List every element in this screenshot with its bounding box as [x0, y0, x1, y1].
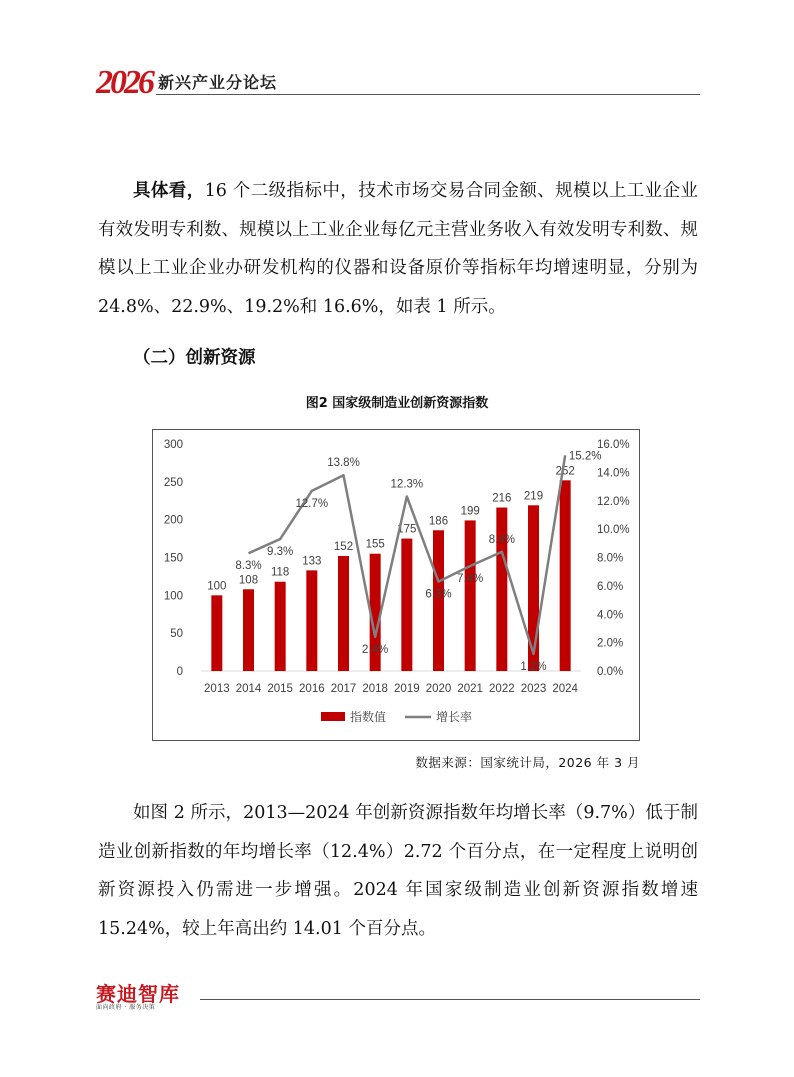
y-right-tick-label: 2.0%	[597, 637, 624, 650]
y-left-tick-label: 150	[163, 552, 183, 565]
line-value-label: 12.3%	[390, 478, 424, 491]
bar-2021	[465, 520, 476, 671]
chart-frame	[152, 429, 640, 741]
y-left-tick-label: 200	[163, 514, 183, 527]
x-tick-label: 2023	[520, 683, 547, 695]
page-header	[96, 62, 700, 112]
x-tick-label: 2016	[299, 683, 325, 695]
y-right-tick-label: 0.0%	[597, 666, 624, 678]
y-left-tick-label: 50	[170, 628, 183, 641]
bar-2016	[306, 570, 317, 671]
chart-svg	[153, 430, 639, 740]
line-value-label: 2.4%	[362, 643, 389, 656]
bar-2020	[433, 530, 444, 671]
figure-title: 图2 国家级制造业创新资源指数	[305, 396, 489, 411]
x-tick-label: 2024	[552, 683, 578, 695]
figure-source: 数据来源：国家统计局，2026 年 3 月	[415, 755, 640, 770]
bar-2022	[496, 508, 507, 671]
bar-2014	[243, 589, 254, 671]
line-value-label: 12.7%	[295, 497, 329, 510]
x-tick-label: 2021	[457, 683, 483, 695]
page-footer	[96, 978, 700, 1018]
bar-value-label: 219	[523, 490, 544, 503]
bar-2024	[560, 480, 571, 671]
footer-divider	[200, 999, 700, 1000]
line-value-label: 9.3%	[267, 546, 294, 559]
paragraph-2: 如图 2 所示，2013—2024 年创新资源指数年均增长率（9.7%）低于制造业创新指数的年均增长率（12.4%）2.72 个百分点，在一定程度上说明创新资源投入仍需进一步增强。2024 年国家级制造业创新资源指数增速 15.24%，较上年高出约 14.01 个百分点。	[98, 803, 698, 939]
y-right-tick-label: 14.0%	[597, 467, 630, 480]
y-left-tick-label: 0	[176, 666, 183, 678]
line-value-label: 1.2%	[520, 660, 547, 673]
x-tick-label: 2013	[204, 683, 230, 695]
line-value-label: 6.3%	[425, 588, 452, 601]
bar-value-label: 216	[492, 492, 512, 505]
forum-logo: 2026	[96, 64, 152, 101]
y-right-tick-label: 8.0%	[597, 552, 624, 565]
x-tick-label: 2018	[362, 683, 388, 695]
y-left-tick-label: 100	[163, 590, 183, 603]
x-tick-label: 2020	[425, 683, 452, 695]
y-right-tick-label: 6.0%	[597, 580, 624, 593]
bar-2019	[401, 539, 412, 671]
line-value-label: 15.2%	[568, 450, 602, 463]
footer-brand-logo: 赛迪智库	[96, 982, 180, 1006]
bar-value-label: 175	[397, 523, 417, 536]
y-right-tick-label: 10.0%	[597, 524, 630, 537]
y-right-tick-label: 4.0%	[597, 609, 624, 622]
legend-bar-label: 指数值	[350, 710, 387, 724]
line-value-label: 7.4%	[457, 573, 484, 586]
paragraph-1	[98, 172, 698, 326]
bar-2017	[338, 556, 349, 671]
x-tick-label: 2022	[489, 683, 515, 695]
y-right-tick-label: 12.0%	[597, 495, 630, 508]
bar-value-label: 186	[428, 515, 449, 528]
footer-slogan: 面向政府 · 服务决策	[96, 1004, 156, 1011]
bar-value-label: 199	[460, 505, 480, 518]
y-right-tick-label: 16.0%	[597, 439, 630, 451]
header-divider	[156, 94, 700, 95]
x-tick-label: 2014	[235, 683, 262, 695]
line-value-label: 13.8%	[327, 457, 360, 470]
bar-value-label: 118	[270, 566, 290, 579]
line-value-label: 8.3%	[235, 560, 262, 573]
bar-value-label: 152	[333, 540, 354, 553]
bar-value-label: 133	[302, 555, 322, 568]
line-value-label: 8.4%	[488, 533, 515, 546]
y-left-tick-label: 300	[163, 439, 183, 451]
y-left-tick-label: 250	[163, 476, 183, 489]
bar-value-label: 108	[238, 574, 259, 587]
paragraph-1-lead: 具体看，	[133, 181, 205, 201]
x-tick-label: 2017	[330, 683, 357, 695]
bar-2013	[211, 595, 222, 671]
legend-bar-swatch	[321, 712, 345, 721]
paragraph-1-text: 16 个二级指标中，技术市场交易合同金额、规模以上工业企业有效发明专利数、规模以上工业企业每亿元主营业务收入有效发明专利数、规模以上工业企业办研发机构的仪器和设备原价等指标年均增速明显，分别为 24.8%、22.9%、19.2%和 16.6%，如表 1 所示。	[98, 181, 698, 317]
bar-value-label: 252	[555, 465, 575, 478]
header-title: 新兴产业分论坛	[158, 73, 278, 92]
bar-value-label: 100	[207, 580, 227, 593]
legend-line-label: 增长率	[436, 710, 473, 724]
x-tick-label: 2015	[267, 683, 293, 695]
x-tick-label: 2019	[394, 683, 420, 695]
section-subheading: （二）创新资源	[133, 348, 256, 368]
bar-2015	[275, 582, 286, 671]
bar-value-label: 155	[365, 538, 385, 551]
